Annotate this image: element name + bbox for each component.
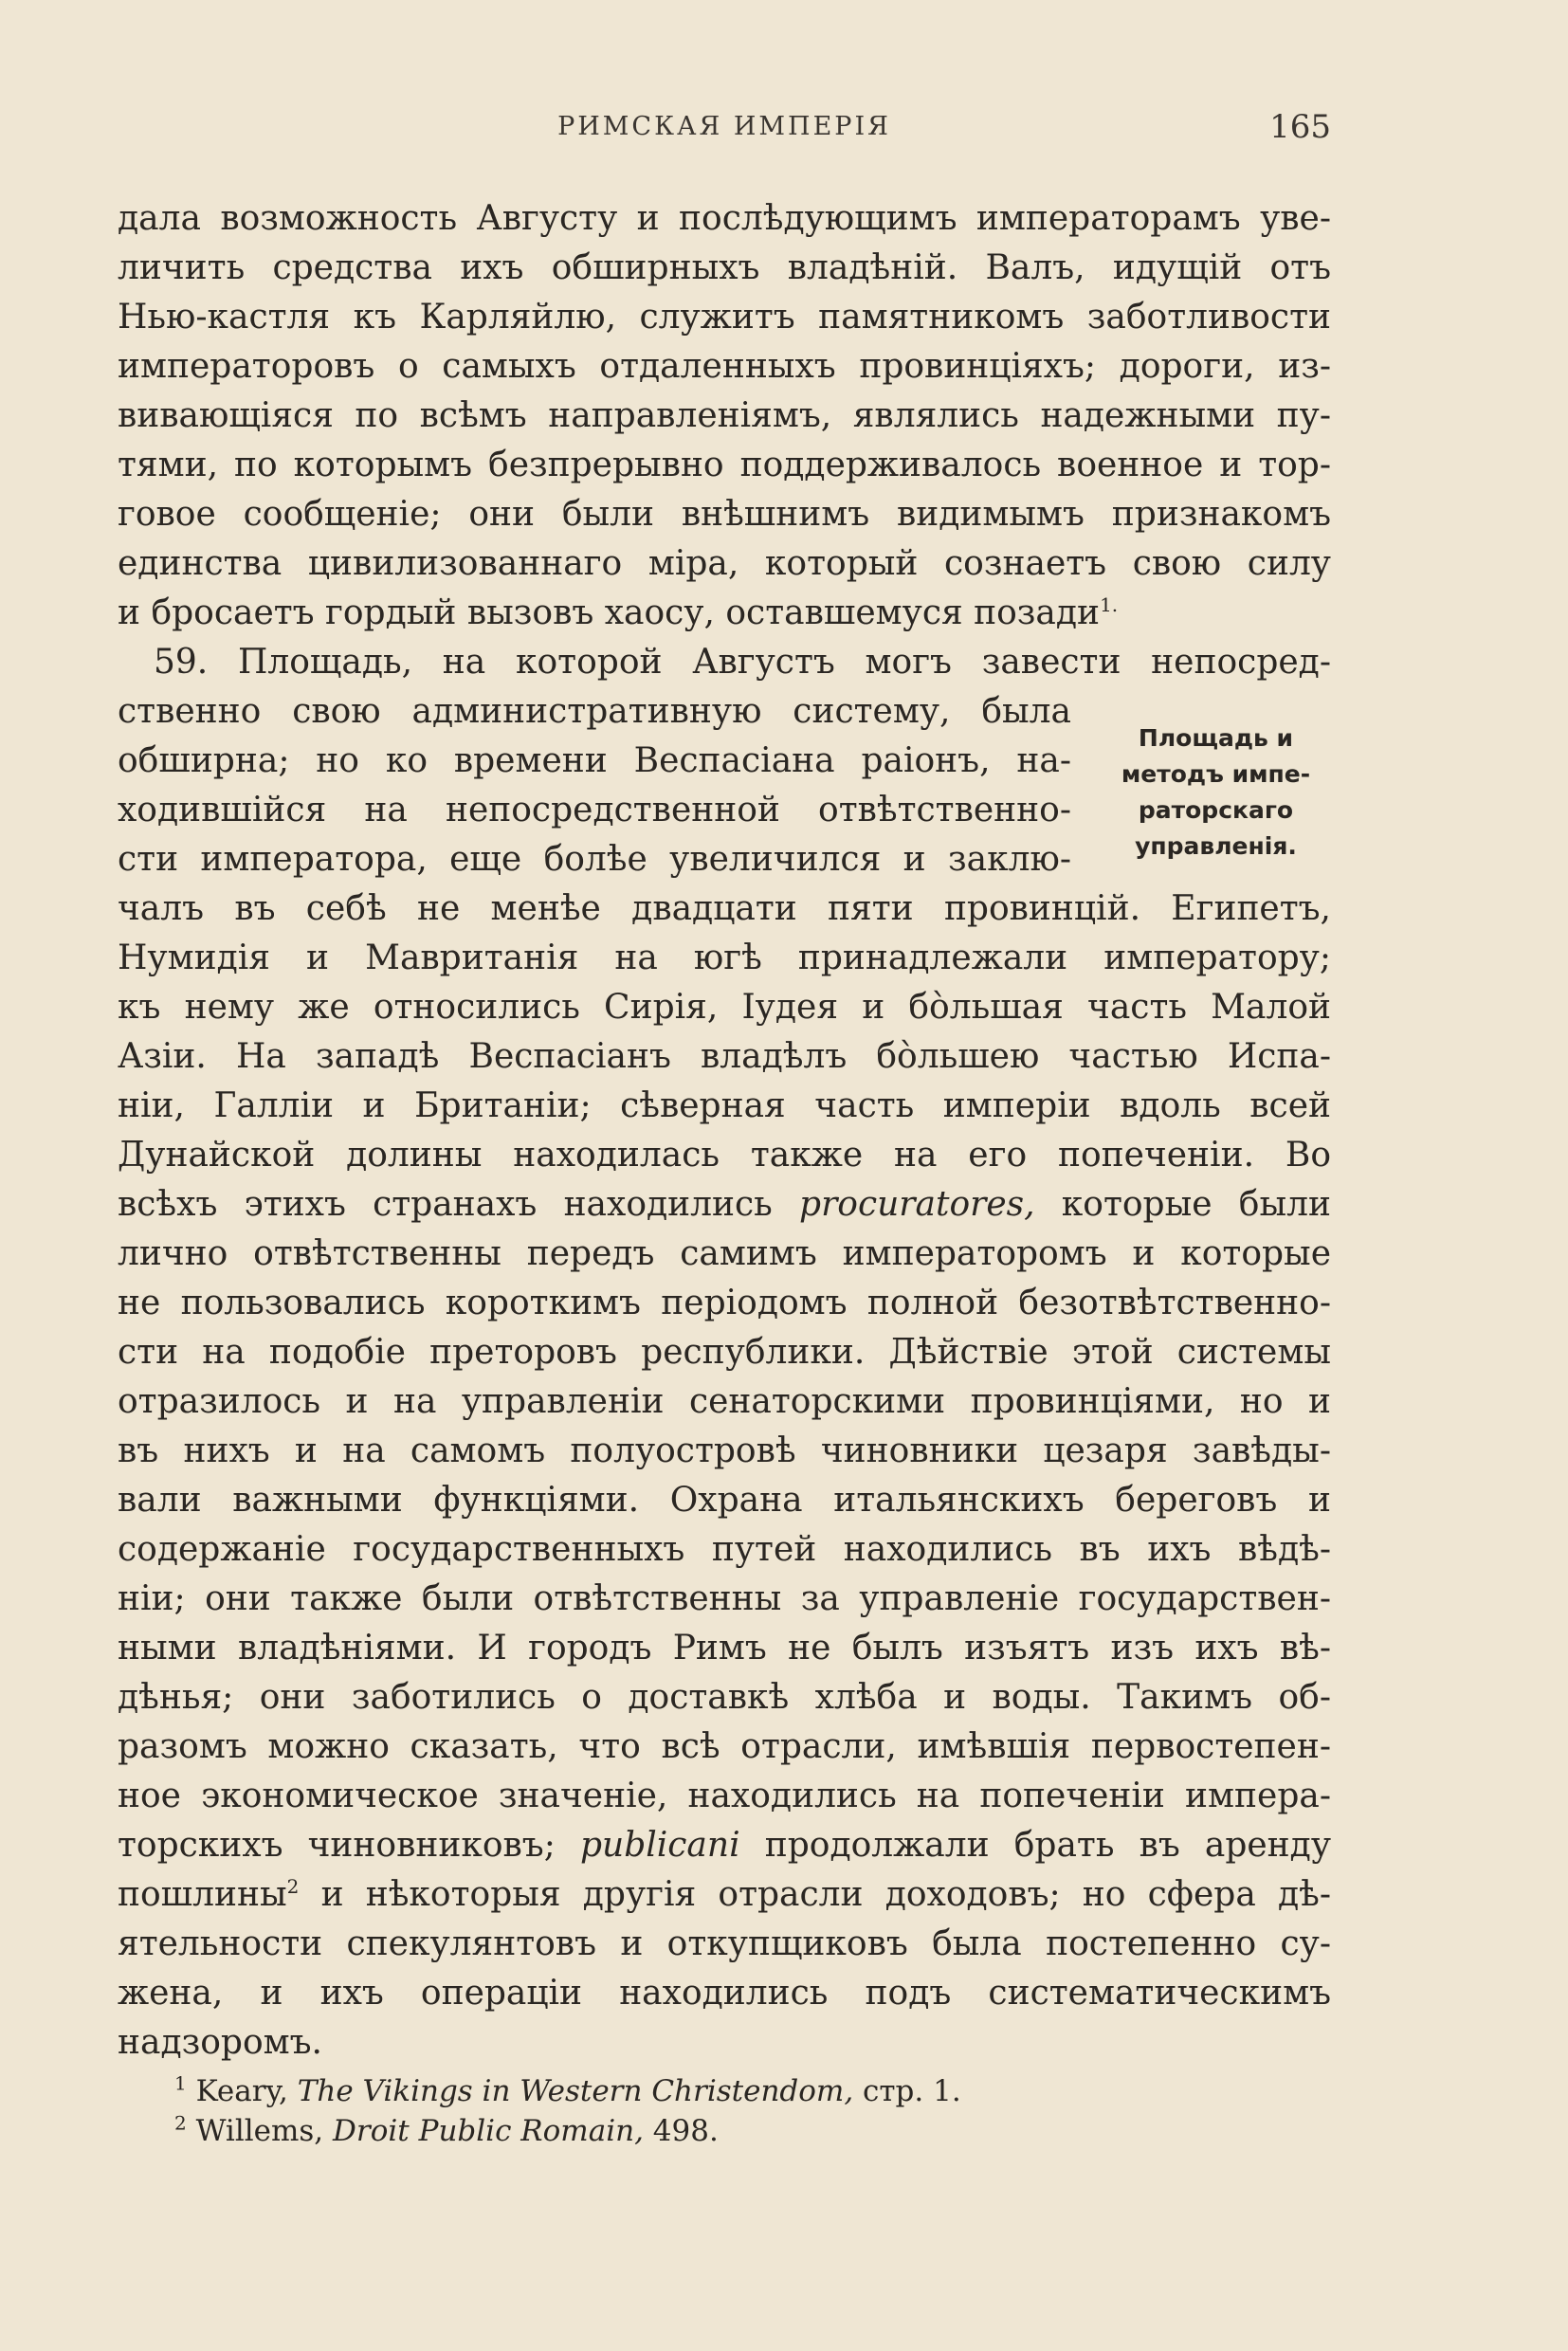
margin-sidenote [1100, 720, 1332, 865]
italic-term: publicani [579, 1826, 740, 1865]
text-line: ніи, Галліи и Британіи; сѣверная часть имперіи вдоль всей [118, 1086, 1331, 1125]
text-line: не пользовались короткимъ періодомъ полной безотвѣтственно- [118, 1284, 1331, 1322]
text-line: ходившійся на непосредственной отвѣтственно- [118, 791, 1071, 829]
footnote-author: Keary, [195, 2074, 288, 2108]
text-span: всѣхъ этихъ странахъ находились [118, 1185, 773, 1224]
text-line: сти на подобіе преторовъ республики. Дѣйствіе этой системы [118, 1333, 1331, 1372]
footnote-author: Willems, [195, 2114, 324, 2148]
footnote-title: Droit Public Romain, [333, 2114, 644, 2148]
text-span: продолжали брать въ аренду [764, 1826, 1332, 1865]
footnote-rest: стр. 1. [863, 2074, 961, 2108]
running-title: РИМСКАЯ ИМПЕРІЯ [557, 112, 891, 141]
text-line: отразилось и на управленіи сенаторскими провинціями, но и [118, 1382, 1331, 1421]
text-line: сти императора, еще болѣе увеличился и заклю- [118, 840, 1071, 879]
text-line: вивающіяся по всѣмъ направленіямъ, являлись надежными пу- [118, 396, 1331, 435]
text-line: ными владѣніями. И городъ Римъ не былъ изъятъ изъ ихъ вѣ- [118, 1629, 1331, 1668]
footnote-2 [118, 2111, 1331, 2151]
text-line: императоровъ о самыхъ отдаленныхъ провинціяхъ; дороги, из- [118, 347, 1331, 386]
footnotes [118, 2071, 1331, 2151]
text-line: ніи; они также были отвѣтственны за управленіе государствен- [118, 1579, 1331, 1618]
text-line: чалъ въ себѣ не менѣе двадцати пяти провинцій. Египетъ, [118, 889, 1331, 928]
text-line: Нумидія и Мавританія на югѣ принадлежали императору; [118, 939, 1331, 977]
text-line [118, 589, 1331, 638]
text-line: содержаніе государственныхъ путей находились въ ихъ вѣдѣ- [118, 1530, 1331, 1569]
sidenote-line: Площадь и [1138, 724, 1294, 752]
text-line: ное экономическое значеніе, находились на попеченіи импера- [118, 1777, 1331, 1815]
text-line: Дунайской долины находилась также на его попеченіи. Во [118, 1136, 1331, 1175]
text-line: ственно свою административную систему, была [118, 692, 1071, 731]
text-line [118, 1821, 1331, 1870]
sidenote-line: раторскаго [1138, 796, 1294, 824]
footnote-rest: 498. [652, 2114, 719, 2148]
footnote-ref: 2 [286, 1875, 300, 1898]
text-line [118, 1180, 1331, 1230]
text-span: которые были [1061, 1185, 1331, 1224]
italic-term: procuratores, [799, 1185, 1035, 1224]
text-line: къ нему же относились Сирія, Іудея и бо̀льшая часть Малой [118, 988, 1331, 1027]
text-line: дала возможность Августу и послѣдующимъ императорамъ уве- [118, 199, 1331, 238]
text-line: Нью-кастля къ Карляйлю, служитъ памятникомъ заботливости [118, 298, 1331, 337]
text-line: лично отвѣтственны передъ самимъ императоромъ и которые [118, 1234, 1331, 1273]
text-line: разомъ можно сказать, что всѣ отрасли, имѣвшія первостепен- [118, 1727, 1331, 1766]
text-line: жена, и ихъ операціи находились подъ систематическимъ [118, 1974, 1331, 2013]
text-span: и бросаетъ гордый вызовъ хаосу, оставшемуся позади [118, 593, 1101, 632]
text-span: пошлины [118, 1875, 287, 1914]
sidenote-line: методъ импе- [1121, 760, 1311, 788]
footnote-mark: 1 [174, 2071, 187, 2095]
page-header [118, 108, 1331, 150]
text-line [118, 1870, 1331, 1920]
text-line: единства цивилизованнаго міра, который сознаетъ свою силу [118, 544, 1331, 583]
text-line: Азіи. На западѣ Веспасіанъ владѣлъ бо̀льшею частью Испа- [118, 1037, 1331, 1076]
text-line: тями, по которымъ безпрерывно поддерживалось военное и тор- [118, 446, 1331, 484]
footnote-title: The Vikings in Western Christendom, [297, 2074, 854, 2108]
text-line: въ нихъ и на самомъ полуостровѣ чиновники цезаря завѣды- [118, 1431, 1331, 1470]
text-span: и нѣкоторыя другія отрасли доходовъ; но сфера дѣ- [320, 1875, 1331, 1914]
footnote-mark: 2 [174, 2111, 187, 2135]
sidenote-line: управленія. [1135, 832, 1297, 860]
text-line: дѣнья; они заботились о доставкѣ хлѣба и воды. Такимъ об- [118, 1678, 1331, 1717]
footnote-1 [118, 2071, 1331, 2111]
text-line: вали важными функціями. Охрана итальянскихъ береговъ и [118, 1481, 1331, 1520]
text-line: ятельности спекулянтовъ и откупщиковъ была постепенно су- [118, 1924, 1331, 1963]
footnote-ref: 1. [1100, 593, 1119, 616]
text-line: личить средства ихъ обширныхъ владѣній. Валъ, идущій отъ [118, 248, 1331, 287]
body-text [118, 194, 1331, 2068]
text-line: обширна; но ко времени Веспасіана раіонъ, на- [118, 741, 1071, 780]
text-span: торскихъ чиновниковъ; [118, 1826, 556, 1865]
paragraph-start-line: 59. Площадь, на которой Августъ могъ завести непосред- [154, 643, 1331, 682]
page-number: 165 [1269, 108, 1331, 146]
text-line: говое сообщеніе; они были внѣшнимъ видимымъ признакомъ [118, 495, 1331, 534]
text-line: надзоромъ. [118, 2023, 322, 2062]
